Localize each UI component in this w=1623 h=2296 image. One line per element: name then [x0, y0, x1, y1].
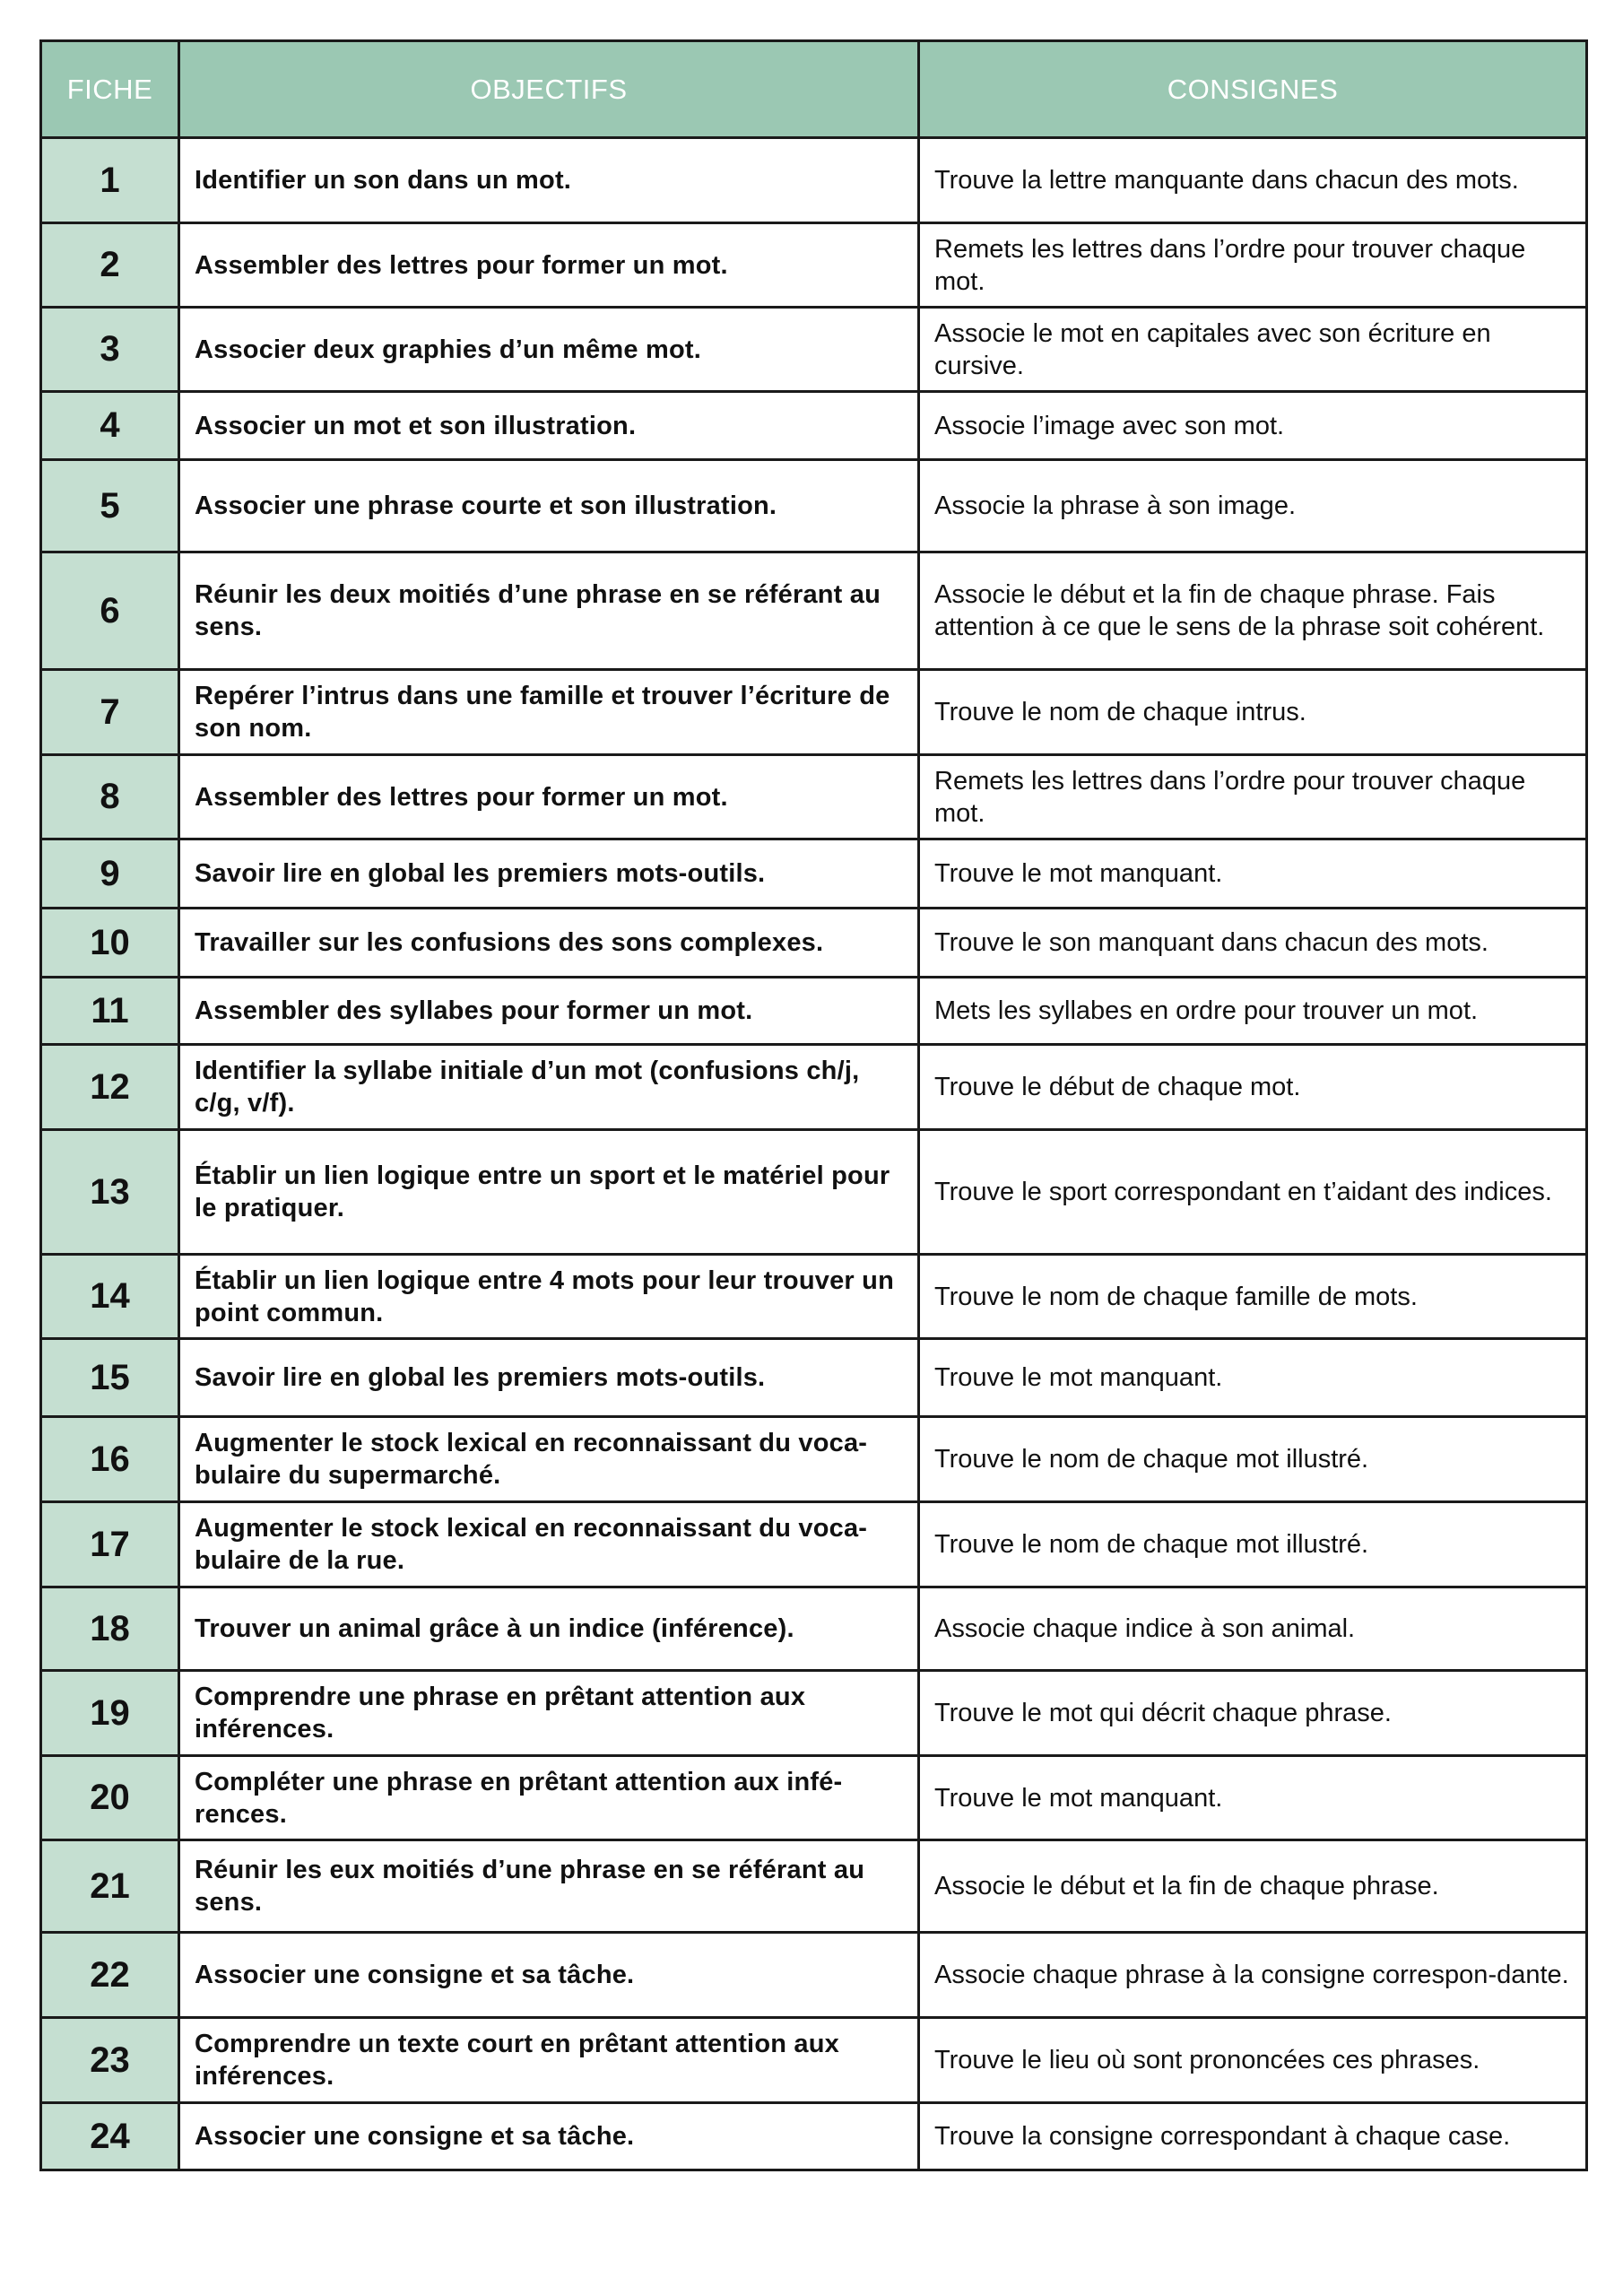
- consigne-cell: Remets les lettres dans l’ordre pour trouver chaque mot.: [919, 223, 1587, 308]
- table-row: [41, 839, 1587, 909]
- consigne-cell: Mets les syllabes en ordre pour trouver un mot.: [919, 978, 1587, 1045]
- fiche-number: 18: [41, 1587, 179, 1671]
- consigne-cell: Trouve le mot qui décrit chaque phrase.: [919, 1671, 1587, 1756]
- fiche-number: 10: [41, 909, 179, 978]
- fiche-number: 23: [41, 2018, 179, 2103]
- consigne-cell: Trouve la lettre manquante dans chacun des mots.: [919, 138, 1587, 223]
- objectif-cell: Identifier un son dans un mot.: [179, 138, 919, 223]
- fiche-number: 12: [41, 1045, 179, 1130]
- fiche-number: 6: [41, 552, 179, 670]
- table-row: [41, 392, 1587, 460]
- fiche-number: 3: [41, 308, 179, 392]
- fiche-number: 11: [41, 978, 179, 1045]
- objectif-cell: Établir un lien logique entre un sport et le matériel pour le pratiquer.: [179, 1130, 919, 1255]
- table-row: [41, 978, 1587, 1045]
- consigne-cell: Trouve le nom de chaque famille de mots.: [919, 1255, 1587, 1339]
- consigne-cell: Trouve le nom de chaque mot illustré.: [919, 1502, 1587, 1587]
- objectif-cell: Réunir les deux moitiés d’une phrase en se référant au sens.: [179, 552, 919, 670]
- header-objectifs: OBJECTIFS: [179, 41, 919, 138]
- fiche-number: 20: [41, 1756, 179, 1840]
- consigne-cell: Associe le début et la fin de chaque phrase. Fais attention à ce que le sens de la phrase soit cohérent.: [919, 552, 1587, 670]
- table-row: [41, 308, 1587, 392]
- fiche-number: 4: [41, 392, 179, 460]
- objectif-cell: Réunir les eux moitiés d’une phrase en se référant au sens.: [179, 1840, 919, 1933]
- objectif-cell: Augmenter le stock lexical en reconnaissant du voca-bulaire de la rue.: [179, 1502, 919, 1587]
- objectif-cell: Comprendre un texte court en prêtant attention aux inférences.: [179, 2018, 919, 2103]
- fiche-number: 14: [41, 1255, 179, 1339]
- objectif-cell: Identifier la syllabe initiale d’un mot (confusions ch/j, c/g, v/f).: [179, 1045, 919, 1130]
- consigne-cell: Trouve le sport correspondant en t’aidant des indices.: [919, 1130, 1587, 1255]
- objectif-cell: Associer un mot et son illustration.: [179, 392, 919, 460]
- table-row: [41, 1502, 1587, 1587]
- fiche-number: 8: [41, 755, 179, 839]
- fiche-number: 9: [41, 839, 179, 909]
- consigne-cell: Associe l’image avec son mot.: [919, 392, 1587, 460]
- objectif-cell: Savoir lire en global les premiers mots-outils.: [179, 1339, 919, 1417]
- table-row: [41, 460, 1587, 552]
- table-row: [41, 138, 1587, 223]
- consigne-cell: Trouve le mot manquant.: [919, 839, 1587, 909]
- objectif-cell: Savoir lire en global les premiers mots-outils.: [179, 839, 919, 909]
- table-row: [41, 2018, 1587, 2103]
- consigne-cell: Trouve la consigne correspondant à chaque case.: [919, 2103, 1587, 2170]
- objectif-cell: Assembler des lettres pour former un mot.: [179, 755, 919, 839]
- table-row: [41, 1671, 1587, 1756]
- fiches-table: [39, 39, 1588, 2171]
- table-row: [41, 670, 1587, 755]
- table-row: [41, 1045, 1587, 1130]
- objectif-cell: Augmenter le stock lexical en reconnaissant du voca-bulaire du supermarché.: [179, 1417, 919, 1502]
- fiche-number: 21: [41, 1840, 179, 1933]
- table-row: [41, 552, 1587, 670]
- table-row: [41, 1255, 1587, 1339]
- table-row: [41, 909, 1587, 978]
- objectif-cell: Comprendre une phrase en prêtant attention aux inférences.: [179, 1671, 919, 1756]
- consigne-cell: Remets les lettres dans l’ordre pour trouver chaque mot.: [919, 755, 1587, 839]
- table-row: [41, 755, 1587, 839]
- fiche-number: 19: [41, 1671, 179, 1756]
- objectif-cell: Travailler sur les confusions des sons complexes.: [179, 909, 919, 978]
- table-row: [41, 1756, 1587, 1840]
- objectif-cell: Assembler des lettres pour former un mot.: [179, 223, 919, 308]
- consigne-cell: Trouve le mot manquant.: [919, 1339, 1587, 1417]
- table-row: [41, 1587, 1587, 1671]
- consigne-cell: Trouve le lieu où sont prononcées ces phrases.: [919, 2018, 1587, 2103]
- table-row: [41, 1130, 1587, 1255]
- fiche-number: 5: [41, 460, 179, 552]
- consigne-cell: Trouve le mot manquant.: [919, 1756, 1587, 1840]
- consigne-cell: Trouve le nom de chaque intrus.: [919, 670, 1587, 755]
- objectif-cell: Assembler des syllabes pour former un mot.: [179, 978, 919, 1045]
- consigne-cell: Trouve le son manquant dans chacun des mots.: [919, 909, 1587, 978]
- fiche-number: 13: [41, 1130, 179, 1255]
- table-row: [41, 1933, 1587, 2018]
- fiche-number: 22: [41, 1933, 179, 2018]
- objectif-cell: Associer une phrase courte et son illustration.: [179, 460, 919, 552]
- fiche-number: 1: [41, 138, 179, 223]
- fiche-number: 2: [41, 223, 179, 308]
- objectif-cell: Compléter une phrase en prêtant attention aux infé-rences.: [179, 1756, 919, 1840]
- table-row: [41, 223, 1587, 308]
- fiche-number: 15: [41, 1339, 179, 1417]
- objectif-cell: Associer une consigne et sa tâche.: [179, 1933, 919, 2018]
- consigne-cell: Associe le mot en capitales avec son écriture en cursive.: [919, 308, 1587, 392]
- header-consignes: CONSIGNES: [919, 41, 1587, 138]
- table-row: [41, 1417, 1587, 1502]
- consigne-cell: Associe le début et la fin de chaque phrase.: [919, 1840, 1587, 1933]
- objectif-cell: Repérer l’intrus dans une famille et trouver l’écriture de son nom.: [179, 670, 919, 755]
- consigne-cell: Associe la phrase à son image.: [919, 460, 1587, 552]
- table-row: [41, 1840, 1587, 1933]
- consigne-cell: Trouve le nom de chaque mot illustré.: [919, 1417, 1587, 1502]
- fiche-number: 17: [41, 1502, 179, 1587]
- fiche-number: 7: [41, 670, 179, 755]
- objectif-cell: Trouver un animal grâce à un indice (inférence).: [179, 1587, 919, 1671]
- consigne-cell: Associe chaque indice à son animal.: [919, 1587, 1587, 1671]
- table-row: [41, 2103, 1587, 2170]
- objectif-cell: Associer une consigne et sa tâche.: [179, 2103, 919, 2170]
- objectif-cell: Établir un lien logique entre 4 mots pour leur trouver un point commun.: [179, 1255, 919, 1339]
- consigne-cell: Associe chaque phrase à la consigne correspon-dante.: [919, 1933, 1587, 2018]
- header-row: [41, 41, 1587, 138]
- consigne-cell: Trouve le début de chaque mot.: [919, 1045, 1587, 1130]
- table-row: [41, 1339, 1587, 1417]
- fiche-number: 16: [41, 1417, 179, 1502]
- header-fiche: FICHE: [41, 41, 179, 138]
- objectif-cell: Associer deux graphies d’un même mot.: [179, 308, 919, 392]
- fiche-number: 24: [41, 2103, 179, 2170]
